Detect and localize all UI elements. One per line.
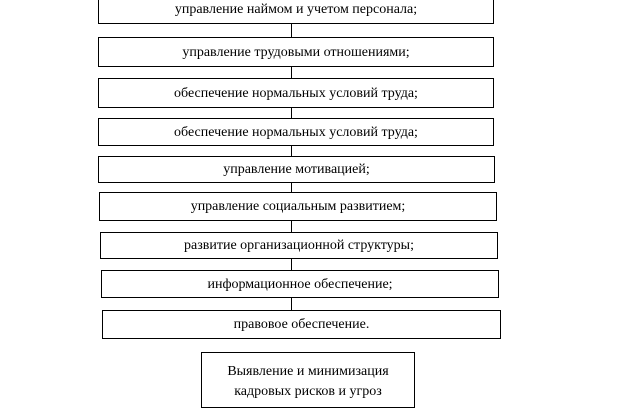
step-label: правовое обеспечение. xyxy=(233,317,370,332)
step-box xyxy=(98,118,494,146)
connector-line xyxy=(291,24,292,37)
connector-line xyxy=(291,221,292,232)
step-label: развитие организационной структуры; xyxy=(184,238,414,253)
step-label: управление социальным развитием; xyxy=(190,199,406,214)
step-label: управление трудовыми отношениями; xyxy=(182,44,410,60)
step-label: обеспечение нормальных условий труда; xyxy=(174,85,418,101)
step-box xyxy=(99,192,497,221)
connector-line xyxy=(291,146,292,156)
connector-line xyxy=(291,298,292,310)
step-box xyxy=(101,270,499,298)
step-label: управление наймом и учетом персонала; xyxy=(174,1,418,17)
step-box xyxy=(98,0,494,24)
step-label: управление мотивацией; xyxy=(223,162,370,177)
step-label: обеспечение нормальных условий труда; xyxy=(174,124,418,140)
step-label: информационное обеспечение; xyxy=(207,276,393,292)
final-box-line: кадровых рисков и угроз xyxy=(234,384,382,399)
step-box xyxy=(98,37,494,67)
final-box-line: Выявление и минимизация xyxy=(227,364,389,379)
connector-line xyxy=(291,183,292,192)
step-box xyxy=(102,310,501,339)
connector-line xyxy=(291,108,292,118)
step-box xyxy=(98,78,494,108)
connector-line xyxy=(291,259,292,270)
step-box xyxy=(100,232,498,259)
connector-line xyxy=(291,67,292,78)
step-box xyxy=(98,156,495,183)
